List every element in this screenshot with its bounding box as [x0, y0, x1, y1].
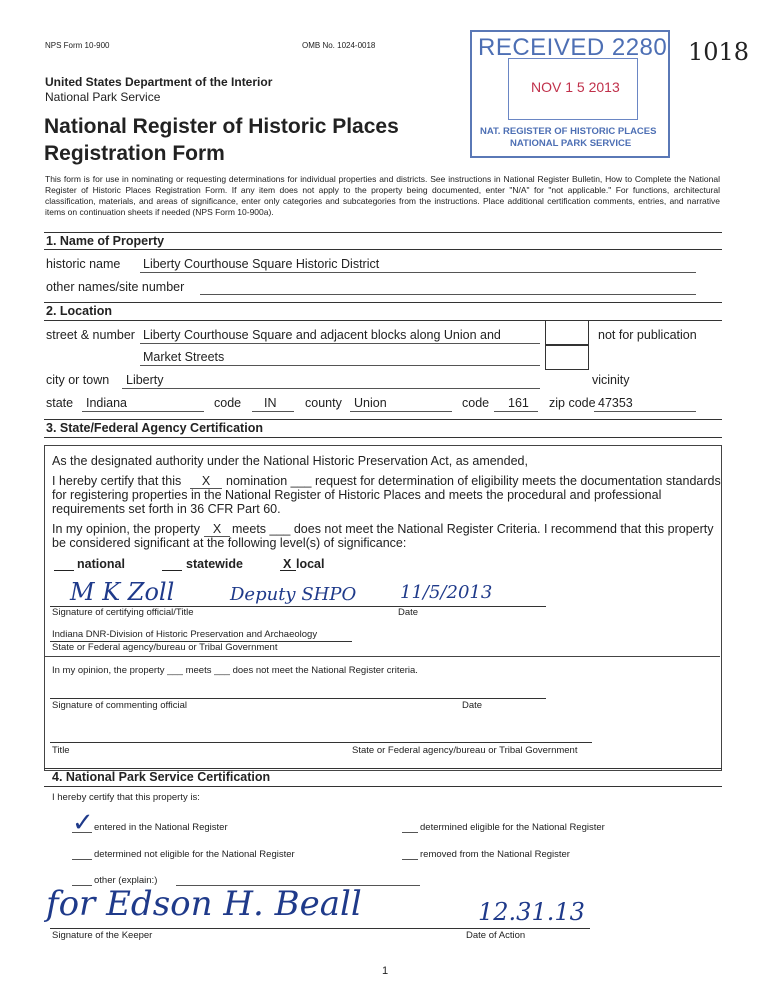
section1-heading: 1. Name of Property — [46, 234, 165, 248]
opt-removed[interactable]: removed from the National Register — [420, 849, 570, 860]
county-code-label: code — [462, 396, 490, 410]
entered-checkmark: ✓ — [72, 808, 94, 838]
received-stamp — [470, 30, 670, 158]
section3-heading: 3. State/Federal Agency Certification — [46, 421, 263, 435]
agency-value: Indiana DNR-Division of Historic Preservation and Archaeology — [52, 629, 318, 640]
level-local: local — [296, 557, 325, 571]
vicinity-label: vicinity — [592, 373, 630, 387]
stamp-date-box — [508, 58, 638, 120]
section2-heading: 2. Location — [46, 304, 112, 318]
certify-mark[interactable]: X — [201, 474, 211, 488]
zip-value[interactable]: 47353 — [598, 396, 633, 410]
signature-label: Signature of certifying official/Title — [52, 607, 194, 618]
form-number: NPS Form 10-900 — [45, 41, 110, 50]
opinion-line2: be considered significant at the following level(s) of significance: — [52, 536, 407, 550]
commenting-agency-label: State or Federal agency/bureau or Tribal Government — [352, 745, 578, 756]
state-code-label: code — [214, 396, 242, 410]
level-national: national — [77, 557, 125, 571]
commenting-opinion: In my opinion, the property ___ meets ___ does not meet the National Register criteria. — [52, 665, 418, 676]
opt-other[interactable]: other (explain:) — [94, 875, 158, 886]
street-line2[interactable]: Market Streets — [143, 350, 225, 364]
stamp-date: NOV 1 5 2013 — [531, 79, 620, 95]
commenting-sig-label: Signature of commenting official — [52, 700, 188, 711]
county-value[interactable]: Union — [354, 396, 387, 410]
county-code-value[interactable]: 161 — [508, 396, 529, 410]
handwritten-number: 1018 — [688, 38, 750, 66]
state-label: state — [46, 396, 74, 410]
other-names-label: other names/site number — [46, 280, 185, 294]
form-title-line1: National Register of Historic Places — [44, 115, 399, 138]
page-number: 1 — [382, 965, 389, 977]
zip-label: zip code — [549, 396, 596, 410]
other-names-field[interactable] — [200, 294, 696, 295]
county-label: county — [305, 396, 342, 410]
keeper-signature: for Edson H. Beall — [46, 884, 362, 924]
stamp-received: RECEIVED 2280 — [478, 34, 668, 61]
action-date-label: Date of Action — [466, 930, 526, 941]
not-for-publication-box[interactable] — [545, 320, 589, 346]
authority-text: As the designated authority under the National Historic Preservation Act, as amended, — [52, 454, 528, 468]
historic-name-value[interactable]: Liberty Courthouse Square Historic District — [143, 257, 380, 271]
certifying-title-hand: Deputy SHPO — [230, 584, 357, 605]
level-statewide: statewide — [186, 557, 243, 571]
certifying-signature: M K Zoll — [70, 578, 175, 606]
certify-line1b: nomination ___ request for determination of eligibility meets the documentation standards — [226, 474, 721, 488]
opinion-mark[interactable]: X — [212, 522, 222, 536]
vicinity-box[interactable] — [545, 344, 589, 370]
street-line1[interactable]: Liberty Courthouse Square and adjacent blocks along Union and — [143, 328, 501, 342]
commenting-date-label: Date — [462, 700, 483, 711]
opinion-b: meets ___ does not meet the National Register Criteria. I recommend that this property — [232, 522, 714, 536]
not-for-publication-label: not for publication — [598, 328, 697, 342]
state-value[interactable]: Indiana — [86, 396, 128, 410]
omb-number: OMB No. 1024-0018 — [302, 41, 376, 50]
opt-not-eligible[interactable]: determined not eligible for the National Register — [94, 849, 295, 860]
stamp-line2: NATIONAL PARK SERVICE — [510, 138, 632, 149]
opt-determined-eligible[interactable]: determined eligible for the National Register — [420, 822, 605, 833]
date-label: Date — [398, 607, 419, 618]
instructions: This form is for use in nominating or requesting determinations for individual properties and districts. See instructions in National Register Bulletin, How to Complete the National Register of Historic Places Registration Form. If any item does not apply to the property being documented, enter "N/A" for "not applicable." For functions, architectural classification, materials, and areas of significance, enter only categories and subcategories from the instructions. Place additional certification comments, entries, and narrative items on continuation sheets if needed (NPS Form 10-900a). — [45, 174, 720, 217]
section4-intro: I hereby certify that this property is: — [52, 792, 200, 803]
certify-line3: requirements set forth in 36 CFR Part 60. — [52, 502, 281, 516]
department: United States Department of the Interior — [45, 75, 273, 89]
city-label: city or town — [46, 373, 110, 387]
stamp-line1: NAT. REGISTER OF HISTORIC PLACES — [480, 126, 657, 137]
form-title-line2: Registration Form — [44, 142, 225, 165]
state-code-value[interactable]: IN — [264, 396, 277, 410]
section4-heading: 4. National Park Service Certification — [52, 770, 271, 784]
opt-entered[interactable]: entered in the National Register — [94, 822, 228, 833]
keeper-label: Signature of the Keeper — [52, 930, 153, 941]
action-date-hand: 12.31.13 — [478, 898, 585, 926]
level-local-mark[interactable]: X — [283, 557, 292, 571]
historic-name-label: historic name — [46, 257, 121, 271]
title-label: Title — [52, 745, 70, 756]
agency: National Park Service — [45, 90, 161, 104]
certify-line1a: I hereby certify that this — [52, 474, 182, 488]
agency-label: State or Federal agency/bureau or Tribal Government — [52, 642, 278, 653]
certify-line2: for registering properties in the National Register of Historic Places and meets the procedural and professional — [52, 488, 662, 502]
street-label: street & number — [46, 328, 135, 342]
certifying-date-hand: 11/5/2013 — [400, 582, 493, 603]
city-value[interactable]: Liberty — [126, 373, 164, 387]
opinion-a: In my opinion, the property — [52, 522, 200, 536]
